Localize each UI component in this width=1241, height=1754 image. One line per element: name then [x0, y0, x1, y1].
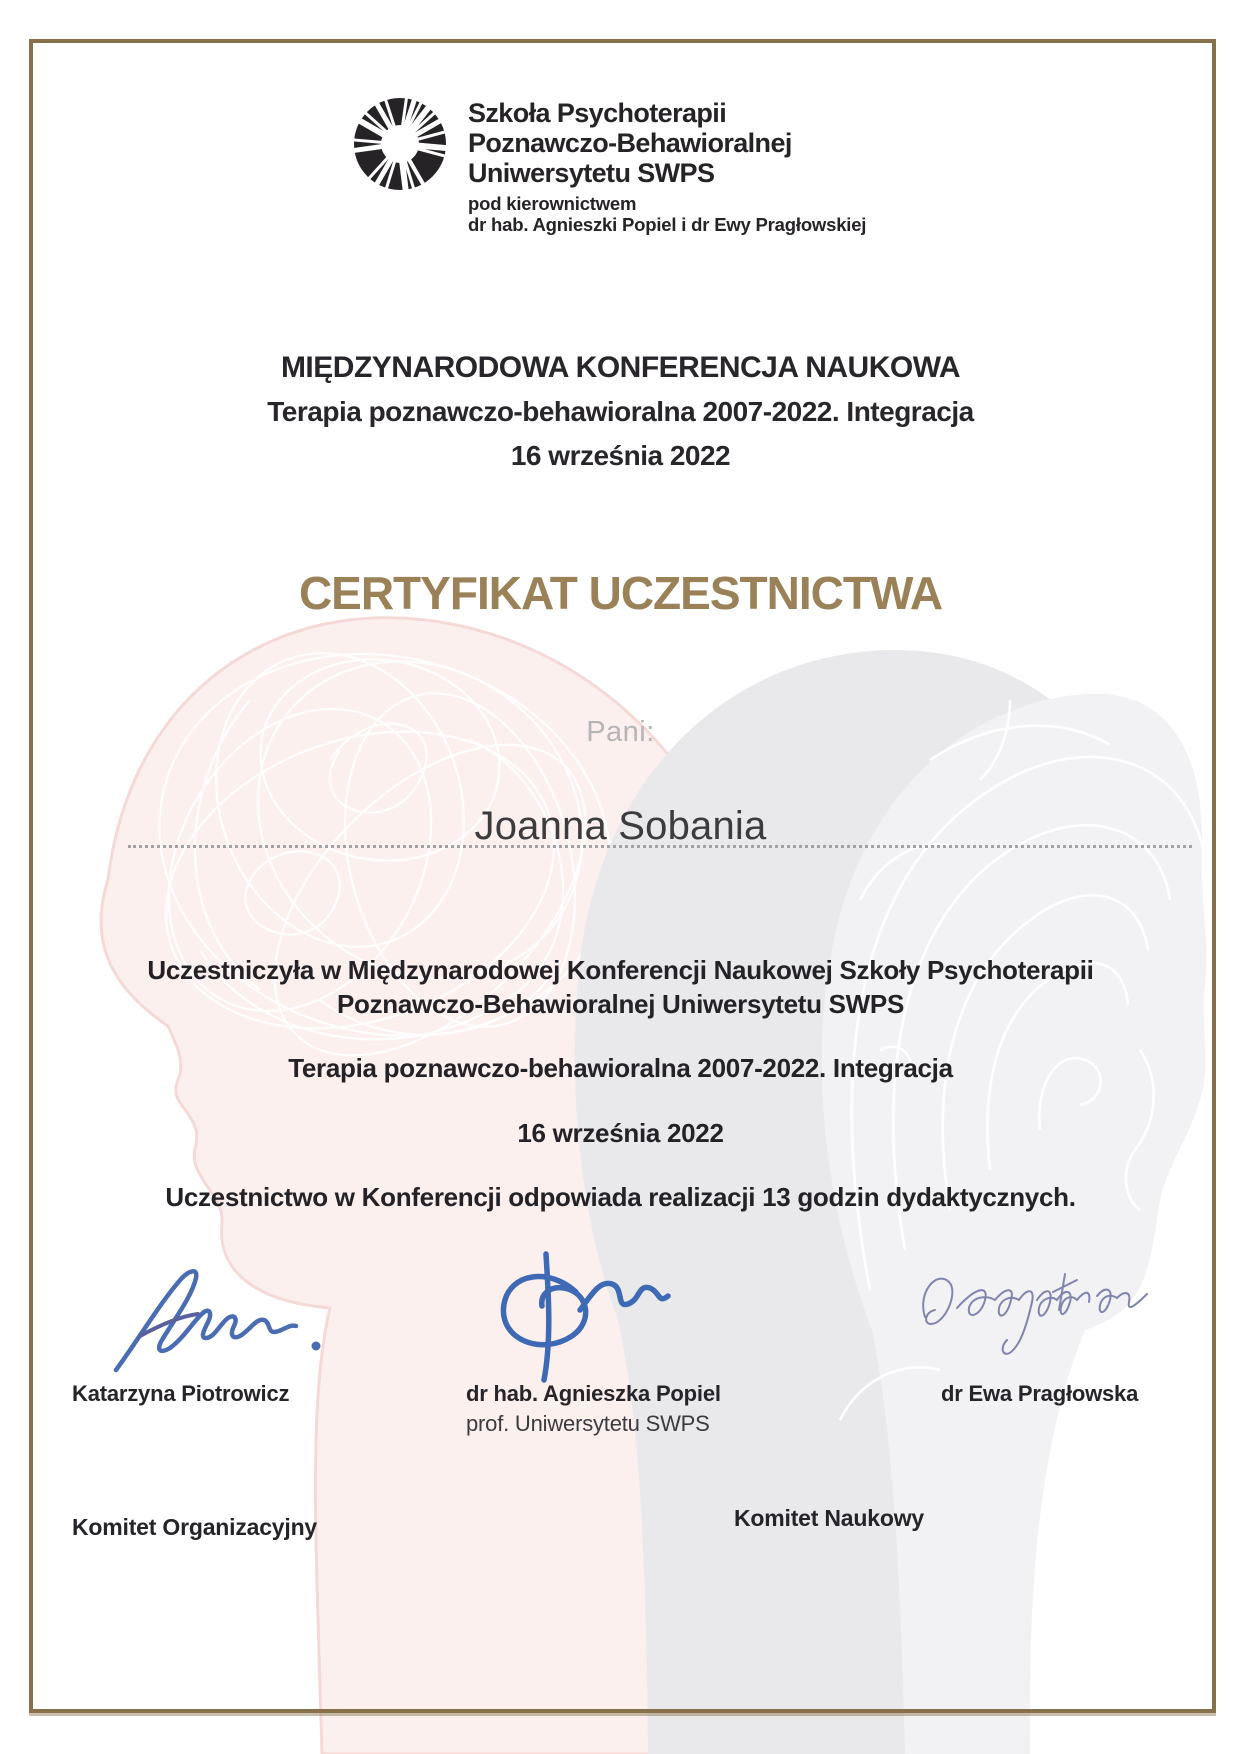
conference-theme: Terapia poznawczo-behawioralna 2007-2022. Integracja	[267, 396, 974, 427]
participation-line2: Poznawczo-Behawioralnej Uniwersytetu SWPS	[336, 989, 905, 1019]
signatory-name-piotrowicz: Katarzyna Piotrowicz	[72, 1381, 290, 1406]
recipient-name: Joanna Sobania	[474, 804, 767, 848]
leadership-block	[468, 193, 866, 235]
certificate-title: CERTYFIKAT UCZESTNICTWA	[298, 567, 943, 619]
signature-image-popiel	[480, 1248, 680, 1383]
school-name-line3: Uniwersytetu SWPS	[468, 158, 715, 188]
salutation: Pani:	[586, 716, 655, 748]
swps-logo-icon	[352, 96, 448, 192]
body-conference-date: 16 września 2022	[517, 1118, 724, 1148]
school-name-block	[468, 96, 866, 235]
school-name-line1: Szkoła Psychoterapii	[468, 98, 727, 128]
signatory-name-popiel: dr hab. Agnieszka Popiel	[466, 1381, 721, 1406]
conference-name: MIĘDZYNARODOWA KONFERENCJA NAUKOWA	[280, 351, 961, 384]
body-conference-theme: Terapia poznawczo-behawioralna 2007-2022. Integracja	[288, 1053, 953, 1083]
conference-heading	[0, 346, 1241, 478]
header	[352, 96, 866, 235]
participation-line1: Uczestniczyła w Międzynarodowej Konferencji Naukowej Szkoły Psychoterapii	[147, 955, 1094, 985]
leadership-line2: dr hab. Agnieszki Popiel i dr Ewy Pragłowskiej	[468, 214, 867, 235]
signature-image-piotrowicz	[110, 1262, 340, 1382]
school-name-line2: Poznawczo-Behawioralnej	[468, 128, 792, 158]
leadership-line1: pod kierownictwem	[468, 193, 637, 214]
organizing-committee-label: Komitet Organizacyjny	[72, 1514, 318, 1540]
scientific-committee-label: Komitet Naukowy	[734, 1505, 924, 1531]
signatory-title-popiel: prof. Uniwersytetu SWPS	[466, 1411, 710, 1436]
participation-paragraph	[0, 953, 1241, 1021]
signature-image-praglowska	[915, 1262, 1155, 1362]
body-hours-note: Uczestnictwo w Konferencji odpowiada realizacji 13 godzin dydaktycznych.	[165, 1182, 1076, 1212]
recipient-name-dotted-line	[128, 845, 1192, 848]
conference-date: 16 września 2022	[510, 440, 731, 471]
signatory-name-praglowska: dr Ewa Pragłowska	[941, 1381, 1139, 1406]
